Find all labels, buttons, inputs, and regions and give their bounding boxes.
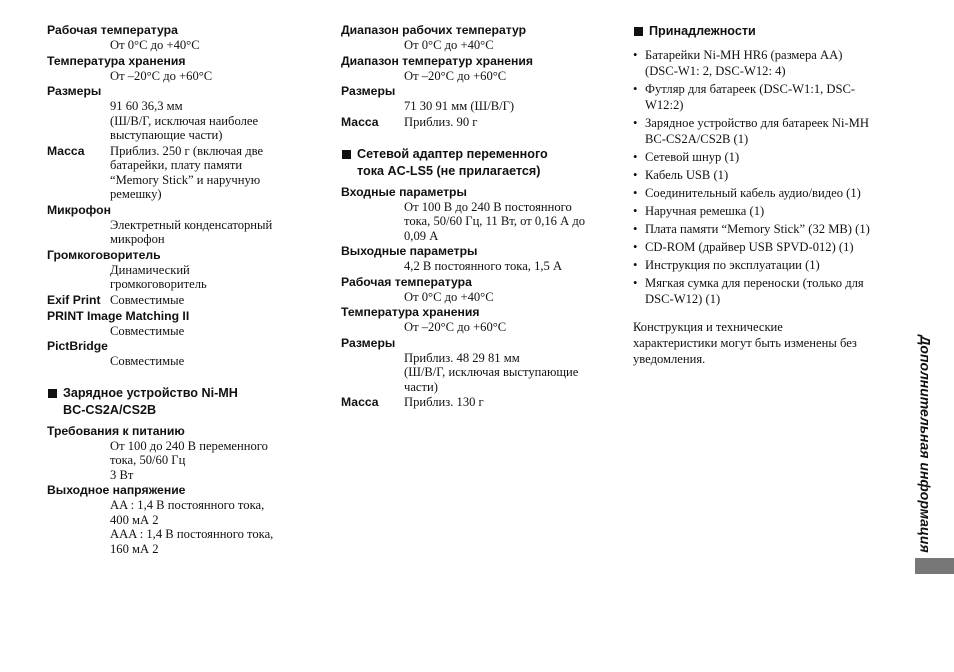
square-bullet-icon	[342, 150, 351, 159]
storage-temp-value: От –20°C до +60°C	[110, 68, 213, 83]
accessories-list	[633, 47, 895, 307]
mass-value: Приблиз. 90 г	[404, 114, 478, 129]
column-middle	[341, 22, 603, 410]
side-label-text: Дополнительная информация	[918, 335, 934, 553]
list-item: • Мягкая сумка для переноски (только для DSC-W12) (1)	[633, 275, 864, 306]
side-section-label	[913, 330, 939, 558]
adapter-title: Сетевой адаптер переменного тока AC-LS5 (не прилагается)	[357, 146, 548, 178]
size-value: 91 60 36,3 мм (Ш/В/Г, исключая наиболее выступающие части)	[110, 99, 259, 142]
op-temp-label: Рабочая температура	[47, 23, 178, 37]
storage-temp-value: От –20°C до +60°C	[404, 320, 507, 334]
bullet-icon: •	[633, 81, 638, 96]
size2-label: Размеры	[341, 335, 396, 350]
column-right	[633, 22, 895, 367]
speaker-value: Динамический громкоговоритель	[110, 262, 207, 291]
pictbridge-label: PictBridge	[47, 339, 108, 353]
exif-label: Exif Print	[47, 292, 101, 307]
list-item: • Инструкция по эксплуатации (1)	[633, 257, 820, 272]
storage-range-label: Диапазон температур хранения	[341, 53, 533, 68]
bullet-icon: •	[633, 203, 638, 218]
storage-temp-label: Температура хранения	[341, 305, 480, 319]
mic-label: Микрофон	[47, 202, 111, 217]
size-label: Размеры	[47, 84, 102, 98]
power-req-label: Требования к питанию	[47, 423, 185, 438]
pim-label: PRINT Image Matching II	[47, 308, 190, 323]
storage-range-value: От –20°C до +60°C	[404, 68, 507, 83]
output-voltage-value: AA : 1,4 В постоянного тока, 400 мА 2 AAA : 1,4 В постоянного тока, 160 мА 2	[110, 498, 274, 556]
output-voltage-label: Выходное напряжение	[47, 483, 186, 497]
op-range-label: Диапазон рабочих температур	[341, 23, 527, 37]
exif-value: Совместимые	[110, 292, 185, 307]
exif-row	[47, 293, 309, 308]
output-params-value: 4,2 В постоянного тока, 1,5 А	[404, 259, 563, 273]
bullet-icon: •	[633, 221, 638, 236]
list-item: • Батарейки Ni-MH HR6 (размера AA) (DSC-W1: 2, DSC-W12: 4)	[633, 47, 843, 78]
mass2-row	[341, 395, 603, 410]
pictbridge-value: Совместимые	[110, 354, 185, 368]
mass2-label: Масса	[341, 395, 379, 409]
mic-value: Электретный конденсаторный микрофон	[110, 217, 273, 246]
op-temp-value: От 0°C до +40°C	[404, 289, 494, 304]
mass-value: Приблиз. 250 г (включая две батарейки, плату памяти “Memory Stick” и наручную ремешку)	[110, 143, 264, 201]
bullet-icon: •	[633, 257, 638, 272]
charger-title: Зарядное устройство Ni-MH BC-CS2A/CS2B	[63, 385, 238, 417]
section-tab-marker	[915, 558, 954, 574]
bullet-icon: •	[633, 115, 638, 130]
list-item: • Кабель USB (1)	[633, 167, 729, 182]
size2-value: Приблиз. 48 29 81 мм (Ш/В/Г, исключая выступающие части)	[404, 350, 579, 394]
op-range-value: От 0°C до +40°C	[404, 38, 494, 52]
mass-row	[341, 115, 603, 130]
list-item: • Плата памяти “Memory Stick” (32 MB) (1)	[633, 221, 870, 236]
mass-row	[47, 144, 309, 202]
column-left	[47, 22, 309, 556]
charger-section-heading	[47, 385, 309, 420]
list-item: • Футляр для батареек (DSC-W1:1, DSC- W12:2)	[633, 81, 856, 112]
bullet-icon: •	[633, 275, 638, 290]
size-value: 71 30 91 мм (Ш/В/Г)	[404, 99, 515, 113]
storage-temp-label: Температура хранения	[47, 53, 186, 68]
list-item: • CD-ROM (драйвер USB SPVD-012) (1)	[633, 239, 854, 254]
input-params-value: От 100 В до 240 В постоянного тока, 50/60 Гц, 11 Вт, от 0,16 А до 0,09 А	[404, 199, 586, 243]
list-item: • Соединительный кабель аудио/видео (1)	[633, 185, 861, 200]
bullet-icon: •	[633, 149, 638, 164]
output-params-label: Выходные параметры	[341, 244, 478, 258]
mass-label: Масса	[341, 114, 379, 129]
list-item: • Сетевой шнур (1)	[633, 149, 740, 164]
square-bullet-icon	[634, 27, 643, 36]
speaker-label: Громкоговоритель	[47, 247, 161, 262]
op-temp-value: От 0°C до +40°C	[110, 38, 200, 52]
power-req-value: От 100 до 240 В переменного тока, 50/60 Гц 3 Вт	[110, 438, 268, 482]
accessories-heading	[633, 23, 895, 41]
list-item: • Наручная ремешка (1)	[633, 203, 765, 218]
bullet-icon: •	[633, 167, 638, 182]
adapter-section-heading	[341, 146, 603, 181]
size-label: Размеры	[341, 84, 396, 98]
square-bullet-icon	[48, 389, 57, 398]
bullet-icon: •	[633, 185, 638, 200]
op-temp-label: Рабочая температура	[341, 274, 472, 289]
specs-change-note: Конструкция и технические характеристики могут быть изменены без уведомления.	[633, 319, 857, 366]
list-item: • Зарядное устройство для батареек Ni-MH BC-CS2A/CS2B (1)	[633, 115, 869, 146]
pim-value: Совместимые	[110, 323, 185, 338]
mass2-value: Приблиз. 130 г	[404, 395, 484, 409]
bullet-icon: •	[633, 239, 638, 254]
bullet-icon: •	[633, 47, 638, 62]
accessories-title: Принадлежности	[649, 24, 756, 38]
input-params-label: Входные параметры	[341, 184, 467, 199]
mass-label: Масса	[47, 143, 85, 158]
